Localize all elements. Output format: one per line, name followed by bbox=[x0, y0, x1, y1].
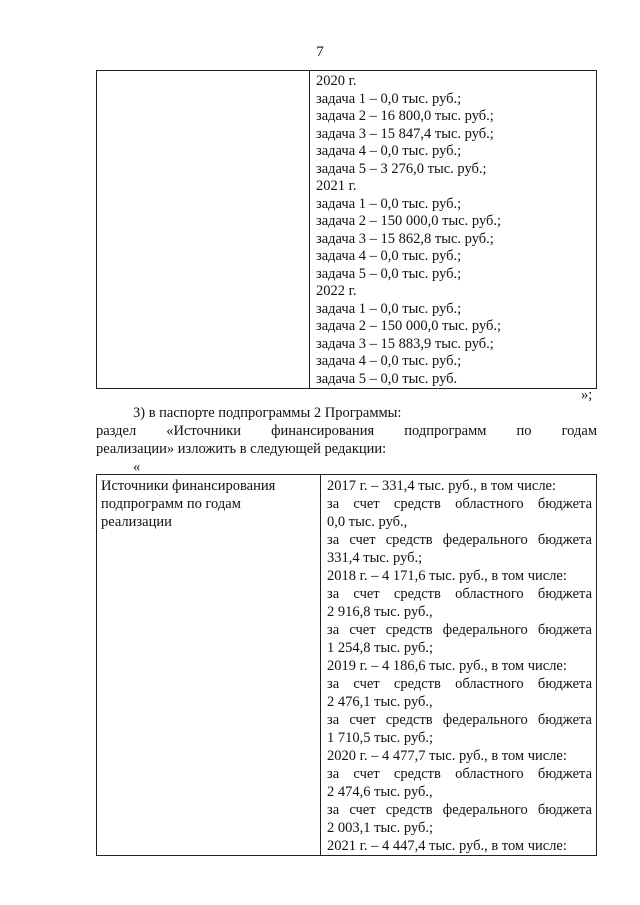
table-cell-empty bbox=[97, 71, 310, 389]
table-line: Источники финансирования bbox=[101, 478, 276, 494]
table-line: 2022 г. bbox=[316, 283, 357, 299]
table-cell-amounts bbox=[321, 475, 597, 856]
closing-quote: »; bbox=[581, 387, 593, 403]
table-line: реализации bbox=[101, 514, 172, 530]
paragraph-item-3: 3) в паспорте подпрограммы 2 Программы: bbox=[133, 405, 402, 421]
table-line: задача 4 – 0,0 тыс. руб.; bbox=[316, 353, 462, 369]
table-line: задача 5 – 0,0 тыс. руб. bbox=[316, 370, 458, 387]
table-line: 0,0 тыс. руб., bbox=[327, 514, 408, 530]
table-row bbox=[97, 71, 597, 389]
table-cell-header bbox=[97, 475, 321, 856]
table-line: подпрограмм по годам bbox=[101, 496, 241, 512]
table-line: задача 3 – 15 883,9 тыс. руб.; bbox=[316, 335, 494, 352]
funding-sources-table bbox=[96, 474, 597, 856]
table-line: 331,4 тыс. руб.; bbox=[327, 550, 423, 566]
table-line: задача 1 – 0,0 тыс. руб.; bbox=[316, 90, 462, 107]
table-line: 2019 г. – 4 186,6 тыс. руб., в том числе: bbox=[327, 658, 567, 674]
table-row bbox=[97, 475, 597, 856]
table-line: задача 4 – 0,0 тыс. руб.; bbox=[316, 143, 462, 159]
table-line: за счет средств областного бюджета bbox=[327, 766, 592, 782]
table-line: задача 5 – 0,0 тыс. руб.; bbox=[316, 265, 462, 282]
table-line: задача 3 – 15 847,4 тыс. руб.; bbox=[316, 125, 494, 142]
funding-tasks-table bbox=[96, 70, 597, 389]
table-line: 1 254,8 тыс. руб.; bbox=[327, 640, 434, 656]
table-line: задача 3 – 15 862,8 тыс. руб.; bbox=[316, 230, 494, 247]
table-line: за счет средств областного бюджета bbox=[327, 586, 592, 602]
page-number: 7 bbox=[316, 44, 324, 60]
table-line: 2018 г. – 4 171,6 тыс. руб., в том числе: bbox=[327, 568, 567, 584]
table-line: задача 2 – 150 000,0 тыс. руб.; bbox=[316, 318, 502, 334]
table-line: 2017 г. – 331,4 тыс. руб., в том числе: bbox=[327, 478, 557, 494]
table-line: 2 476,1 тыс. руб., bbox=[327, 694, 433, 710]
table-line: 2 003,1 тыс. руб.; bbox=[327, 820, 434, 836]
table-line: задача 1 – 0,0 тыс. руб.; bbox=[316, 195, 462, 212]
paragraph-edit-instruction: реализации» изложить в следующей редакции: bbox=[96, 441, 387, 457]
table-cell-tasks bbox=[310, 71, 597, 389]
table-line: 2020 г. bbox=[316, 73, 357, 89]
table-line: за счет средств федерального бюджета bbox=[327, 802, 592, 818]
table-line: 2 474,6 тыс. руб., bbox=[327, 784, 433, 800]
table-line: задача 5 – 3 276,0 тыс. руб.; bbox=[316, 160, 487, 177]
table-line: 2021 г. bbox=[316, 178, 357, 194]
table-line: 2021 г. – 4 447,4 тыс. руб., в том числе: bbox=[327, 838, 567, 854]
table-line: за счет средств федерального бюджета bbox=[327, 712, 592, 728]
opening-quote: « bbox=[133, 459, 141, 475]
table-line: 2020 г. – 4 477,7 тыс. руб., в том числе: bbox=[327, 748, 567, 764]
table-line: 2 916,8 тыс. руб., bbox=[327, 604, 433, 620]
table-line: задача 1 – 0,0 тыс. руб.; bbox=[316, 300, 462, 317]
table-line: за счет средств федерального бюджета bbox=[327, 622, 592, 638]
table-line: за счет средств областного бюджета bbox=[327, 676, 592, 692]
paragraph-section-ref: раздел «Источники финансирования подпрограмм по годам bbox=[96, 423, 597, 439]
table-line: задача 2 – 16 800,0 тыс. руб.; bbox=[316, 108, 494, 124]
table-line: 1 710,5 тыс. руб.; bbox=[327, 730, 434, 746]
table-line: за счет средств федерального бюджета bbox=[327, 532, 592, 548]
table-line: за счет средств областного бюджета bbox=[327, 496, 592, 512]
table-line: задача 2 – 150 000,0 тыс. руб.; bbox=[316, 213, 502, 229]
table-line: задача 4 – 0,0 тыс. руб.; bbox=[316, 248, 462, 264]
